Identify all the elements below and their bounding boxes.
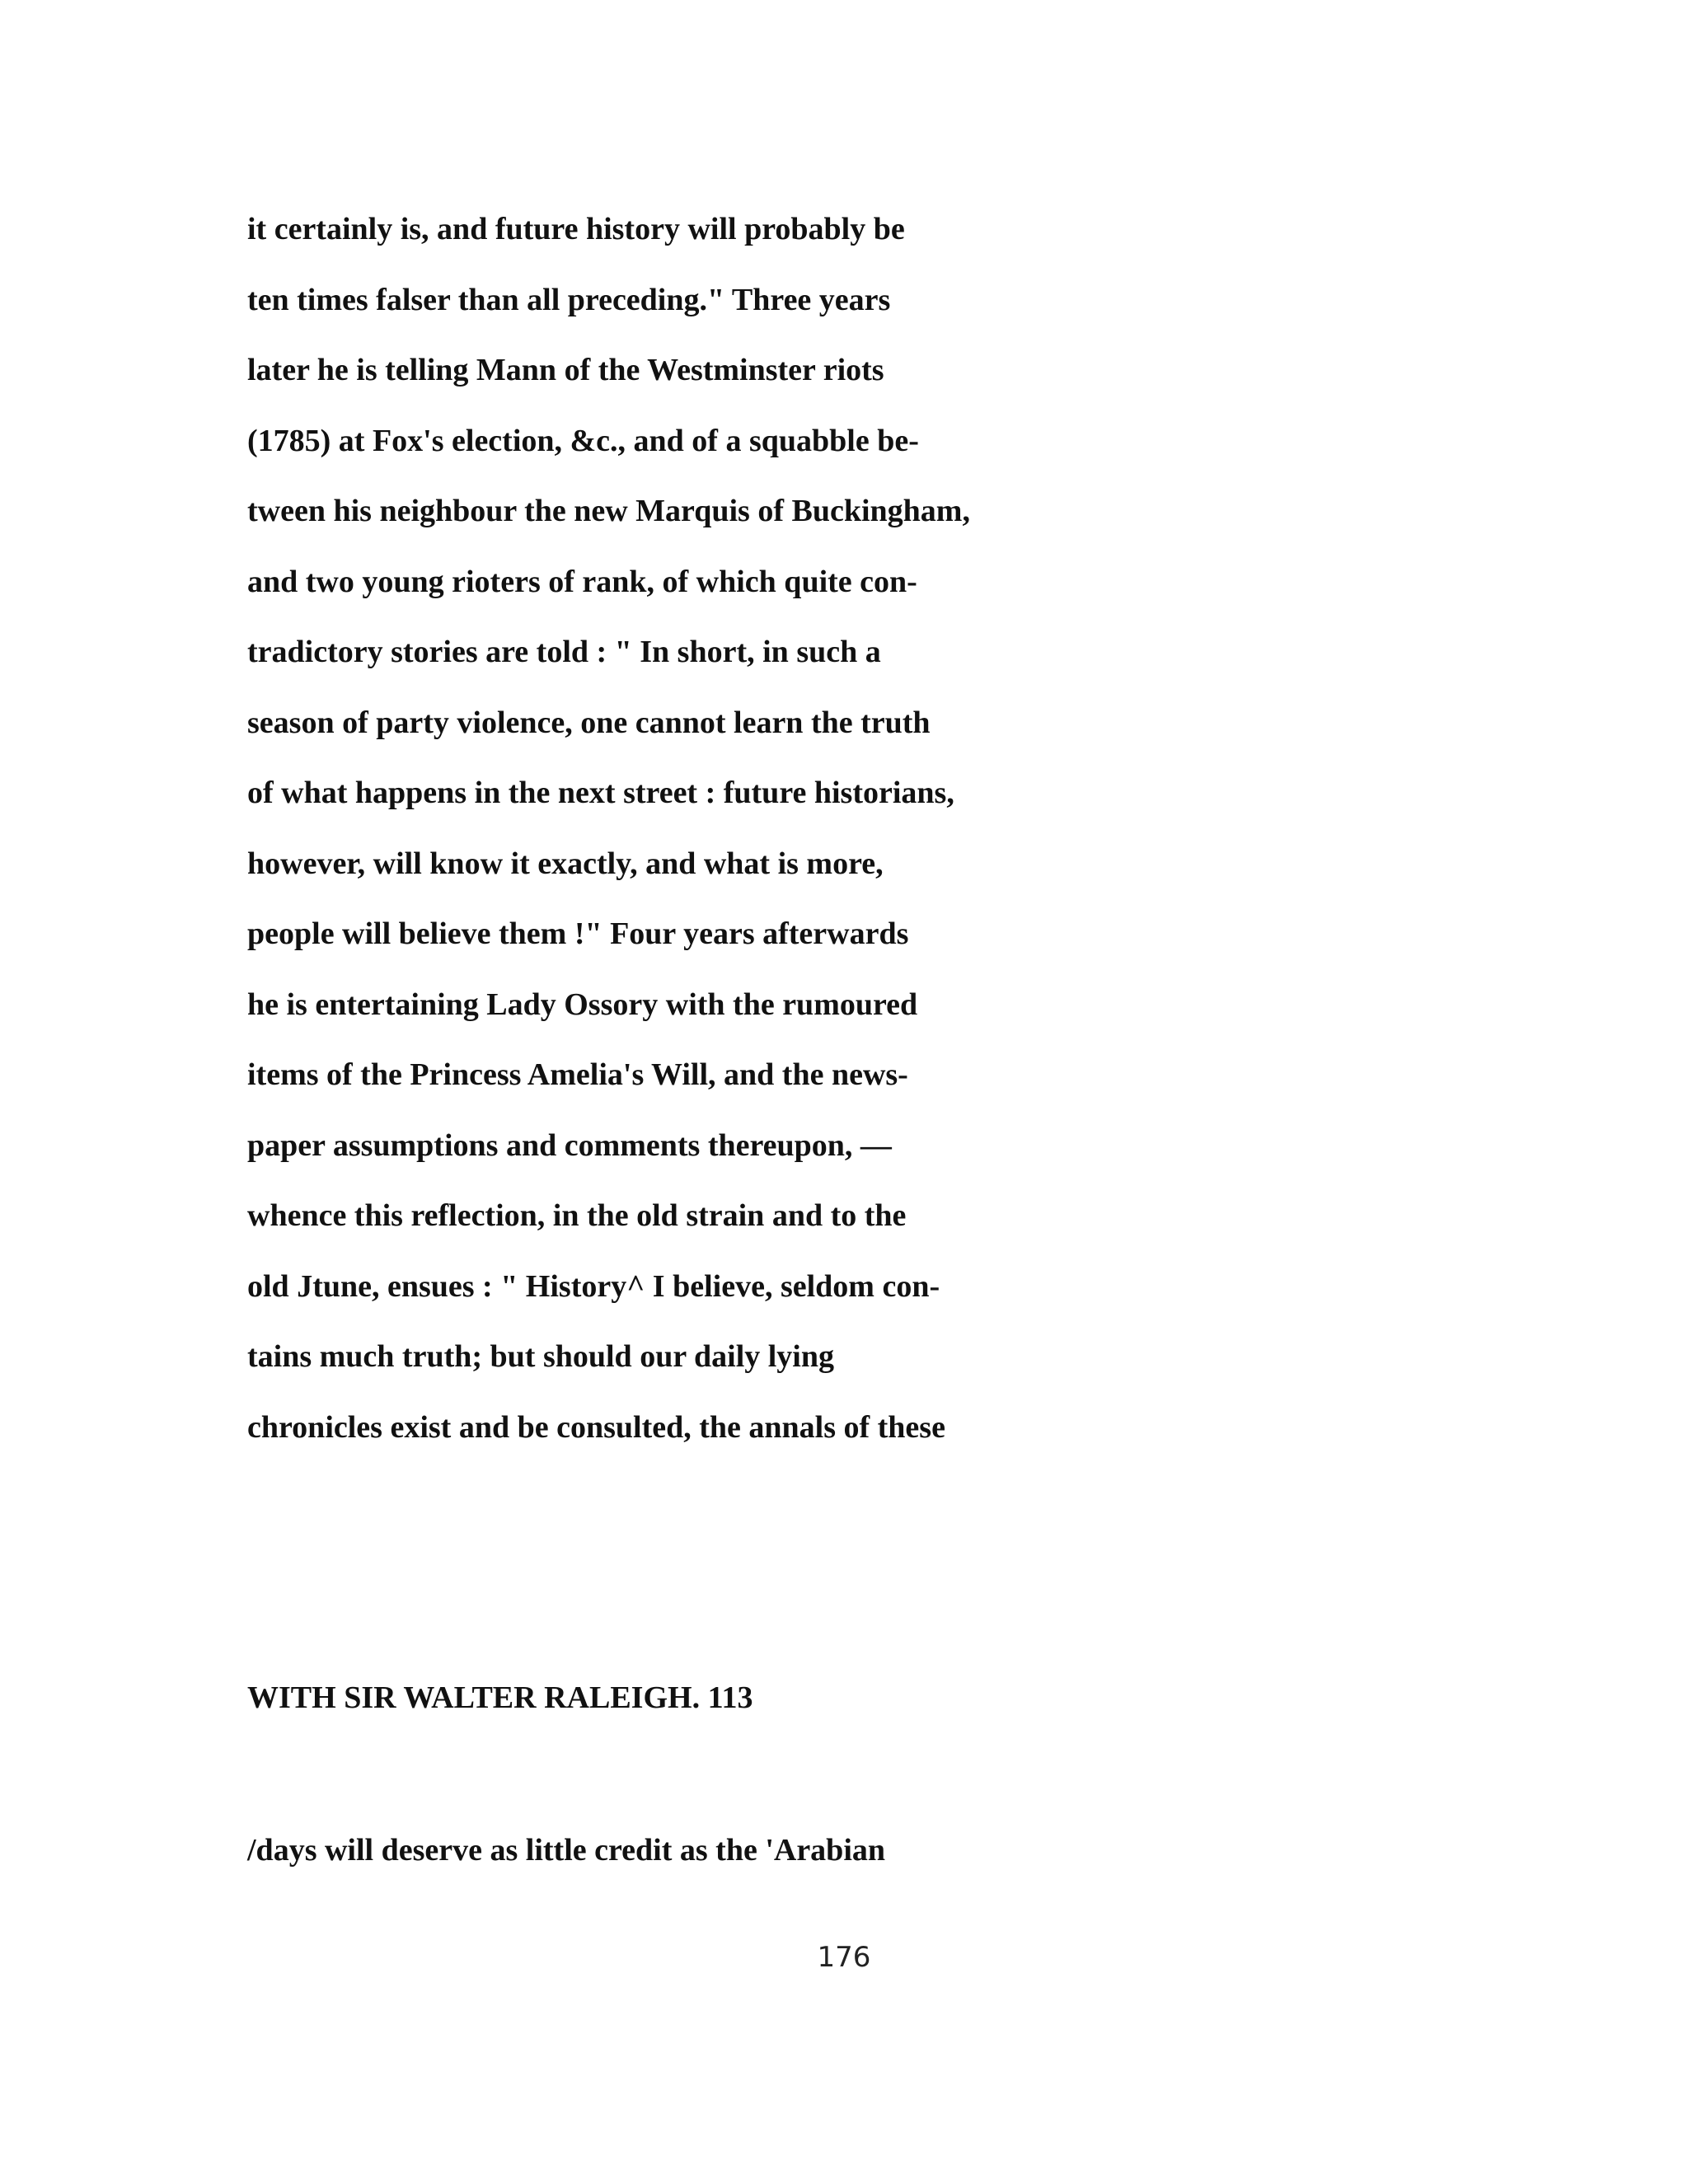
page-number: 176 — [817, 1941, 871, 1974]
text-line: items of the Princess Amelia's Will, and the news- — [247, 1057, 908, 1092]
text-line: tains much truth; but should our daily lying — [247, 1339, 834, 1374]
text-line: and two young rioters of rank, of which quite con- — [247, 564, 917, 599]
text-line: he is entertaining Lady Ossory with the rumoured — [247, 987, 918, 1022]
text-line: people will believe them !" Four years afterwards — [247, 916, 909, 951]
text-line: chronicles exist and be consulted, the annals of these — [247, 1409, 945, 1445]
text-line: tween his neighbour the new Marquis of Buckingham, — [247, 494, 970, 528]
body-text — [247, 194, 1566, 1463]
text-line: however, will know it exactly, and what is more, — [247, 846, 884, 881]
text-line: it certainly is, and future history will probably be — [247, 212, 905, 246]
text-line: tradictory stories are told : " In short, in such a — [247, 635, 881, 669]
text-line: of what happens in the next street : future historians, — [247, 776, 954, 810]
continuation-line: /days will deserve as little credit as the 'Arabian — [247, 1833, 886, 1868]
running-head: WITH SIR WALTER RALEIGH. 113 — [247, 1680, 753, 1715]
text-line: paper assumptions and comments thereupon, — — [247, 1127, 892, 1163]
text-line: whence this reflection, in the old strain and to the — [247, 1198, 907, 1233]
text-line: old Jtune, ensues : " History^ I believe, seldom con- — [247, 1268, 940, 1304]
text-line: season of party violence, one cannot learn the truth — [247, 705, 931, 740]
text-line: later he is telling Mann of the Westminster riots — [247, 353, 884, 387]
text-line: ten times falser than all preceding." Three years — [247, 282, 891, 317]
text-line: (1785) at Fox's election, &c., and of a squabble be- — [247, 423, 919, 458]
